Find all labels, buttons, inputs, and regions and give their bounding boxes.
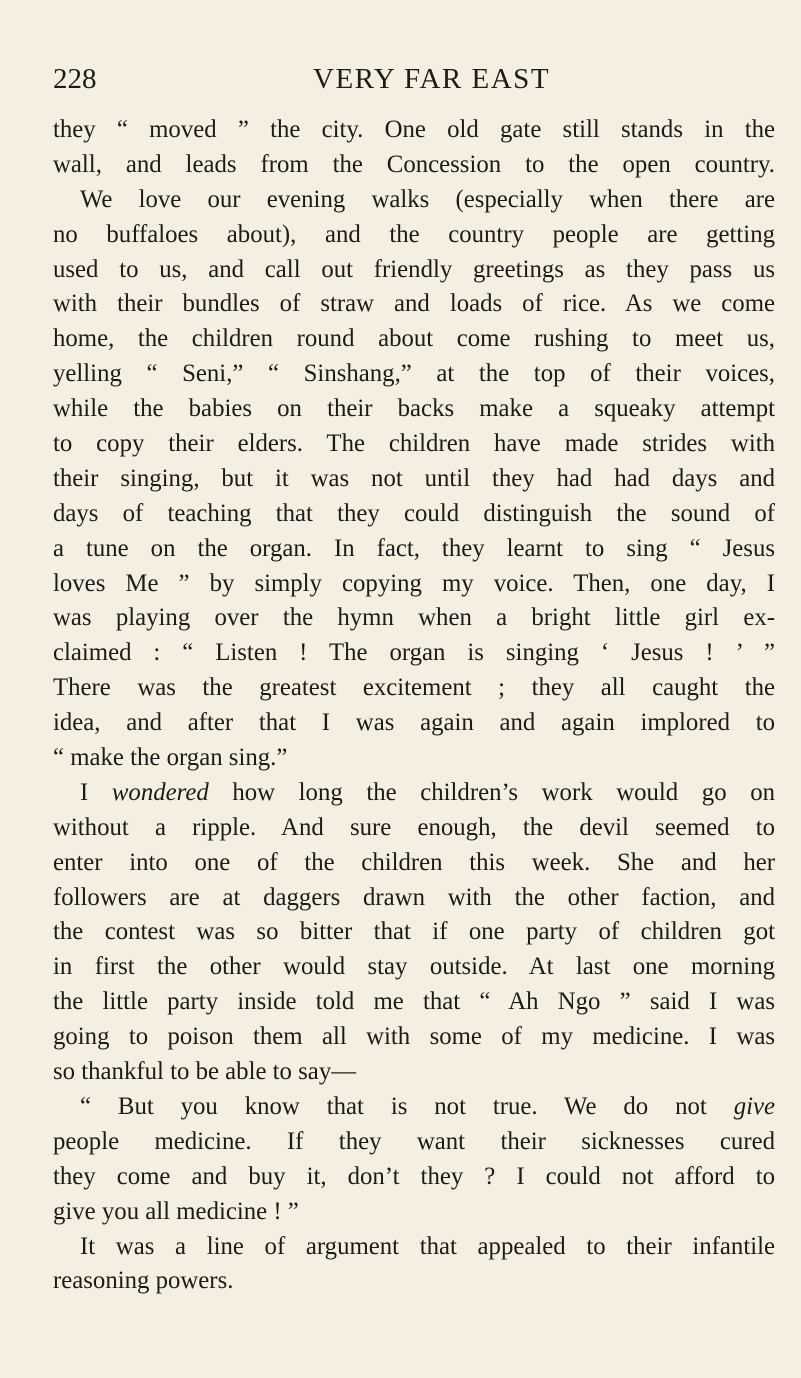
text-line: was playing over the hymn when a bright little girl ex- (53, 604, 775, 632)
text-line: home, the children round about come rushing to meet us, (53, 325, 775, 353)
text-line: no buffaloes about), and the country people are getting (53, 220, 775, 248)
text-line-with-emphasis (53, 1090, 775, 1125)
text-line: so thankful to be able to say— (53, 1058, 357, 1086)
text-line: people medicine. If they want their sicknesses cured (53, 1127, 775, 1155)
emphasis-word: give (733, 1092, 775, 1120)
text-line: idea, and after that I was again and again implored to (53, 709, 775, 737)
text-line: their singing, but it was not until they had had days and (53, 464, 775, 492)
text-line: claimed : “ Listen ! The organ is singing ‘ Jesus ! ’ ” (53, 639, 775, 667)
text-line: It was a line of argument that appealed to their infantile (80, 1232, 775, 1260)
line-start: “ But you know that is not true. We do not (80, 1092, 707, 1120)
text-line: going to poison them all with some of my medicine. I was (53, 1023, 775, 1051)
text-line: without a ripple. And sure enough, the devil seemed to (53, 813, 775, 841)
text-line: used to us, and call out friendly greetings as they pass us (53, 255, 775, 283)
text-line: There was the greatest excitement ; they all caught the (53, 674, 775, 702)
text-line: a tune on the organ. In fact, they learnt to sing “ Jesus (53, 534, 775, 562)
text-line: enter into one of the children this week. She and her (53, 848, 775, 876)
text-line: with their bundles of straw and loads of rice. As we come (53, 290, 775, 318)
line-rest: how long the children’s work would go on (232, 778, 775, 806)
text-line: followers are at daggers drawn with the other faction, and (53, 883, 775, 911)
text-line-with-emphasis (53, 776, 775, 811)
text-line: the little party inside told me that “ Ah Ngo ” said I was (53, 988, 775, 1016)
page-header (53, 62, 775, 96)
text-line: in first the other would stay outside. At last one morning (53, 953, 775, 981)
text-line: the contest was so bitter that if one party of children got (53, 918, 775, 946)
text-line: reasoning powers. (53, 1267, 234, 1295)
text-line: give you all medicine ! ” (53, 1197, 299, 1225)
text-line: days of teaching that they could distinguish the sound of (53, 499, 775, 527)
line-prefix: I (80, 778, 89, 806)
page-number: 228 (53, 63, 97, 95)
emphasis-word: wondered (111, 778, 209, 806)
body-text (53, 113, 775, 1299)
text-line: We love our evening walks (especially when there are (80, 185, 775, 213)
text-line: “ make the organ sing.” (53, 744, 288, 772)
text-line: while the babies on their backs make a squeaky attempt (53, 395, 775, 423)
text-line: they “ moved ” the city. One old gate still stands in the (53, 116, 775, 143)
text-line: to copy their elders. The children have made strides with (53, 430, 775, 458)
text-line: yelling “ Seni,” “ Sinshang,” at the top of their voices, (53, 360, 775, 388)
running-head: VERY FAR EAST (313, 63, 551, 95)
text-line: wall, and leads from the Concession to the open country. (53, 150, 775, 178)
text-line: loves Me ” by simply copying my voice. Then, one day, I (53, 569, 775, 597)
text-line: they come and buy it, don’t they ? I could not afford to (53, 1162, 775, 1190)
